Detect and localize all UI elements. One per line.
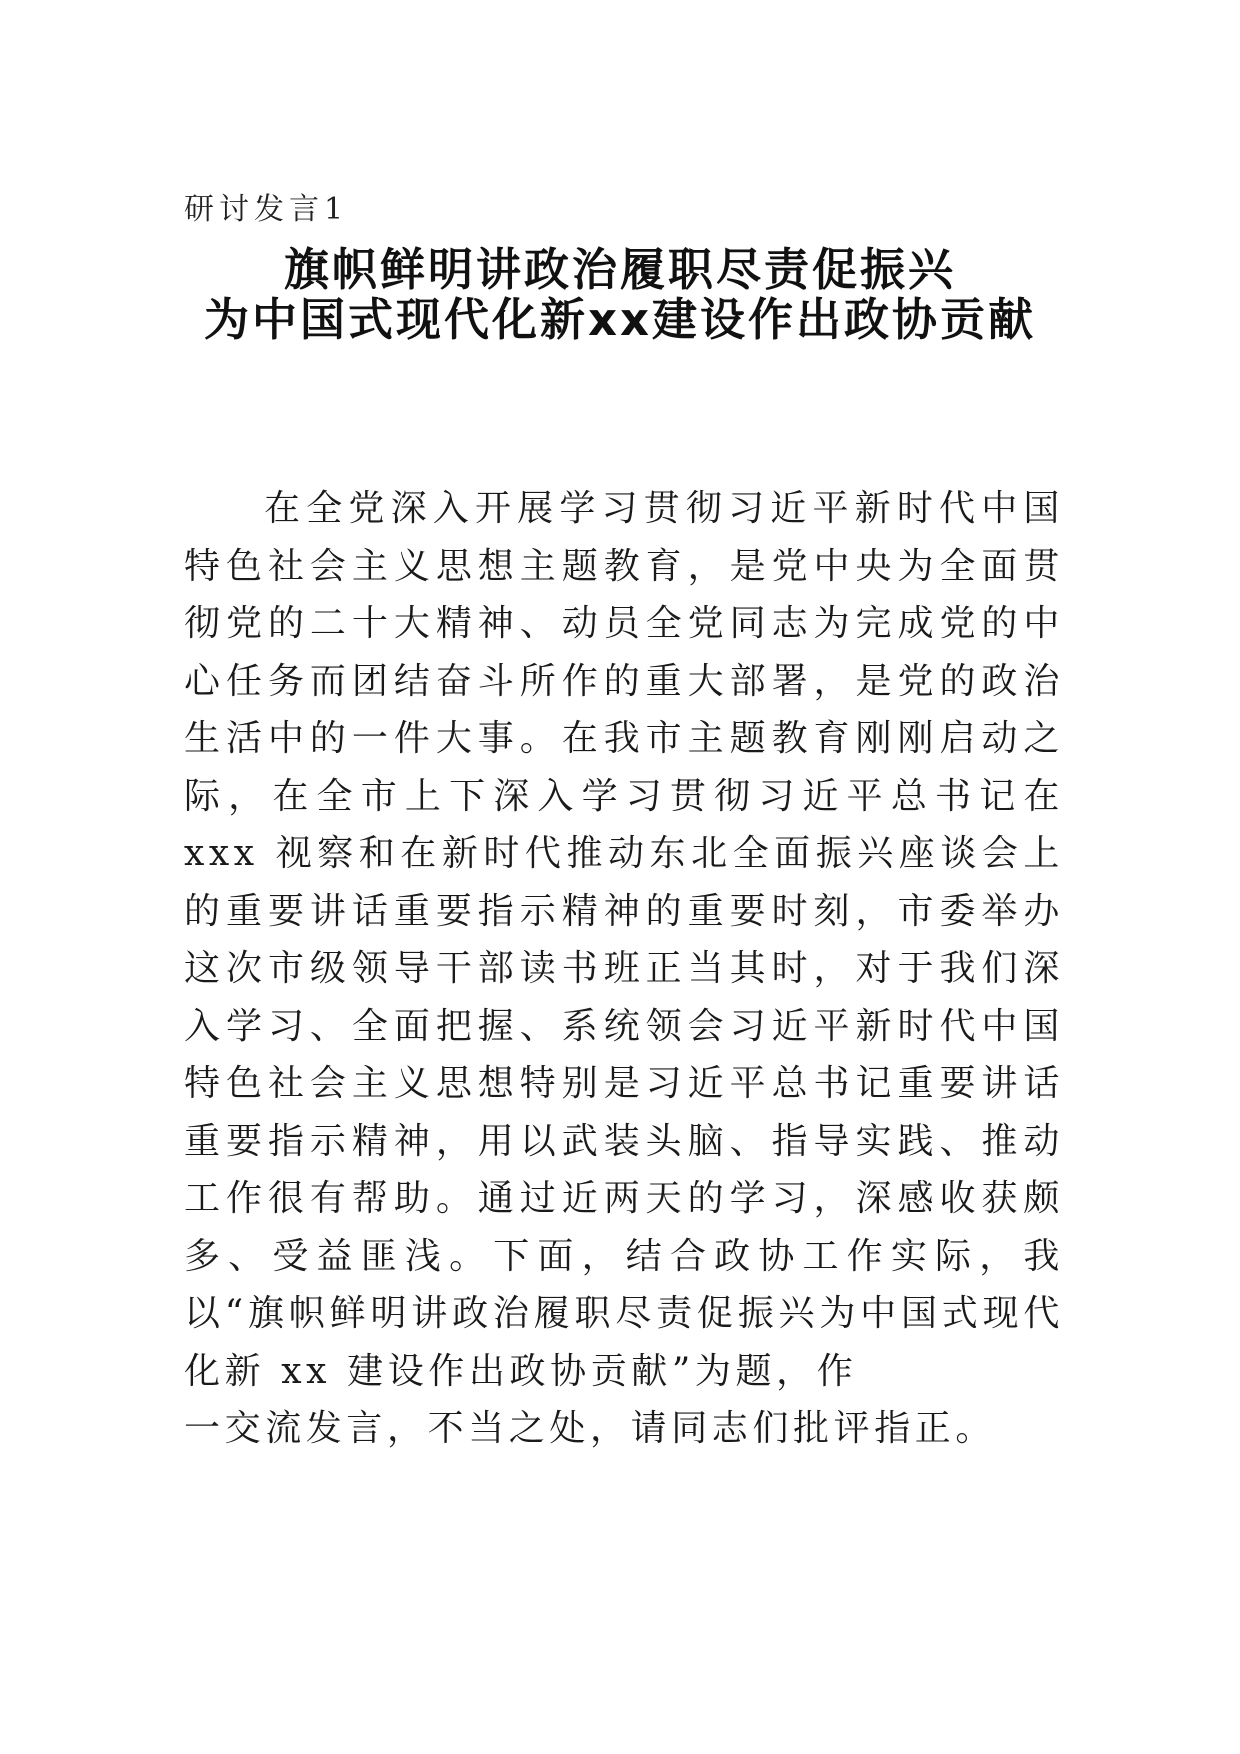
body-paragraph: 在全党深入开展学习贯彻习近平新时代中国特色社会主义思想主题教育，是党中央为全面贯彻党的二十大精神、动员全党同志为完成党的中心任务而团结奋斗所作的重大部署，是党的政治生活中的一件大事。在我市主题教育刚刚启动之际，在全市上下深入学习贯彻习近平总书记在 xxx 视察和在新时代推动东北全面振兴座谈会上的重要讲话重要指示精神的重要时刻，市委举办这次市级领导干部读书班正当其时，对于我们深入学习、全面把握、系统领会习近平新时代中国特色社会主义思想特别是习近平总书记重要讲话重要指示精神，用以武装头脑、指导实践、推动工作很有帮助。通过近两天的学习，深感收获颇多、受益匪浅。下面，结合政协工作实际，我以“旗帜鲜明讲政治履职尽责促振兴为中国式现代化新 xx 建设作出政协贡献”为题，作 <box>184 488 1064 1392</box>
document-title-line-2: 为中国式现代化新xx建设作出政协贡献 <box>203 293 1037 346</box>
closing-line: 一交流发言，不当之处，请同志们批评指正。 <box>184 1408 997 1449</box>
document-label: 研讨发言1 <box>184 192 349 227</box>
document-title-line-1: 旗帜鲜明讲政治履职尽责促振兴 <box>283 243 956 296</box>
document-body <box>184 480 1064 1458</box>
